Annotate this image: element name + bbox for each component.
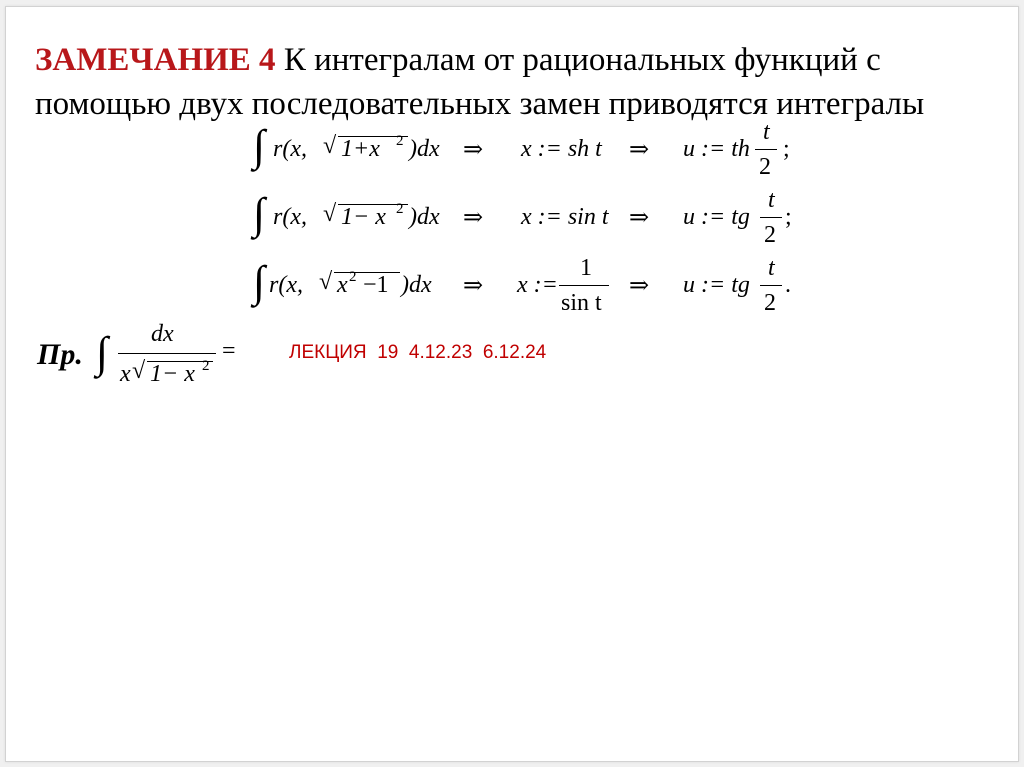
fraction-bar [760,217,782,218]
first-substitution: x := sh t [521,136,602,162]
integrand-tail: )dx [409,204,440,230]
fraction-numerator: t [768,255,775,281]
second-substitution: u := th [683,136,750,162]
second-substitution: u := tg [683,204,750,230]
radical-sign: √ [132,358,146,384]
integral-sign: ∫ [253,189,266,238]
exponent: 2 [396,201,404,217]
implies-arrow: ⇒ [629,137,650,163]
radicand: 1− x [150,361,195,387]
formula-row-1 [253,119,813,189]
implies-arrow: ⇒ [629,273,650,299]
fraction-bar [755,149,777,150]
slide [5,6,1019,762]
example-formula [96,319,266,399]
denominator-x: x [120,361,131,387]
radicand: 1− x [341,204,386,230]
integrand-tail: )dx [401,272,432,298]
fraction-bar [760,285,782,286]
integral-sign: ∫ [96,328,109,377]
integral-sign: ∫ [253,121,266,170]
equals-sign: = [222,338,236,364]
note-label: ЗАМЕЧАНИЕ 4 [35,42,276,78]
first-substitution: x := [517,272,558,298]
fraction-numerator: t [768,187,775,213]
fraction-numerator: dx [151,321,174,347]
integrand-lead: r(x, [269,272,303,298]
punctuation: . [785,272,791,298]
punctuation: ; [785,204,792,230]
example-label: Пр. [37,338,83,371]
heading-paragraph [35,38,995,126]
fraction-numerator: 1 [580,255,592,281]
second-substitution: u := tg [683,272,750,298]
formula-row-2 [253,187,813,257]
formula-row-3 [253,255,813,325]
heading-text: К интегралам от рациональных функций с помощью двух последовательных замен приводятся интегралы [35,42,925,122]
radicand-tail: −1 [363,272,389,298]
fraction-denominator: 2 [764,290,776,316]
fraction-denominator: 2 [759,154,771,180]
implies-arrow: ⇒ [463,273,484,299]
radicand: x [337,272,348,298]
lecture-note: ЛЕКЦИЯ 19 4.12.23 6.12.24 [289,342,547,363]
integral-sign: ∫ [253,257,266,306]
radical-sign: √ [323,201,337,227]
integrand-lead: r(x, [273,204,307,230]
implies-arrow: ⇒ [463,137,484,163]
fraction-denominator: sin t [561,290,602,316]
fraction-numerator: t [763,119,770,145]
fraction-bar [118,353,216,354]
fraction-denominator: 2 [764,222,776,248]
implies-arrow: ⇒ [463,205,484,231]
first-substitution: x := sin t [521,204,609,230]
implies-arrow: ⇒ [629,205,650,231]
integrand-tail: )dx [409,136,440,162]
integrand-lead: r(x, [273,136,307,162]
exponent: 2 [396,133,404,149]
radical-sign: √ [323,133,337,159]
exponent: 2 [349,269,357,285]
radical-sign: √ [319,269,333,295]
punctuation: ; [783,136,790,162]
fraction-bar [559,285,609,286]
exponent: 2 [202,358,210,374]
radicand: 1+x [341,136,380,162]
